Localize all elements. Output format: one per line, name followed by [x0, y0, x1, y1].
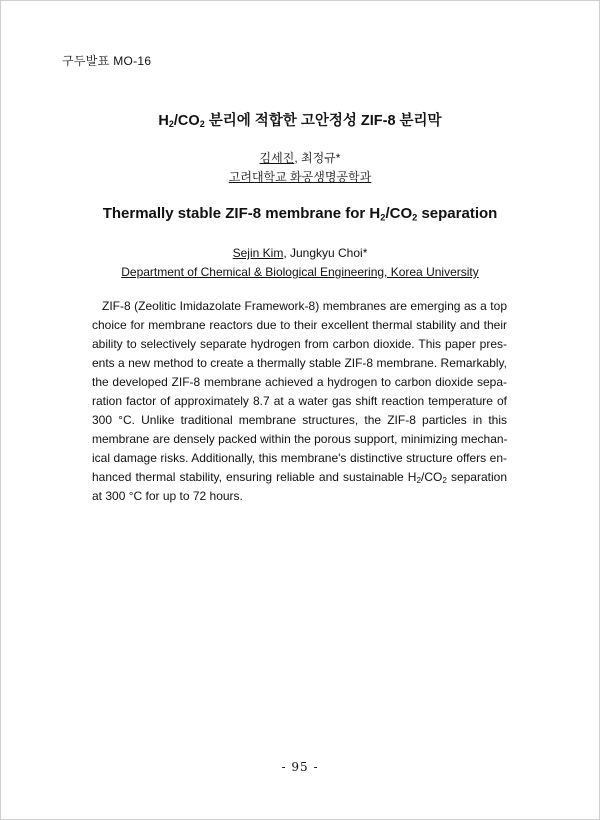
abstract-line: [92, 468, 507, 487]
abstract-line: ration factor of approximately 8.7 at a water gas shift reaction temperature of: [92, 394, 507, 408]
english-author-rest: , Jungkyu Choi*: [283, 246, 368, 260]
english-title-subscript: 2: [380, 212, 386, 223]
english-title-subscript: 2: [412, 212, 418, 223]
korean-authors: [0, 149, 600, 166]
session-tag: 구두발표 MO-16: [62, 54, 152, 68]
abstract-line: at 300 °C for up to 72 hours.: [92, 489, 243, 503]
abstract-body: [92, 297, 507, 506]
english-title-part: /CO: [385, 205, 413, 222]
english-author-presenter: Sejin Kim: [232, 246, 284, 260]
abstract-line: choice for membrane reactors due to their excellent thermal stability and their: [92, 318, 507, 332]
abstract-line: ical damage risks. Additionally, this membrane's distinctive structure offers en-: [92, 451, 507, 465]
korean-title-part: 분리에 적합한 고안정성 ZIF-8 분리막: [204, 113, 442, 129]
abstract-subscript: 2: [416, 476, 421, 486]
abstract-line: the developed ZIF-8 membrane achieved a hydrogen to carbon dioxide sepa-: [92, 375, 507, 389]
abstract-line: membrane are densely packed within the porous support, minimizing mechan-: [92, 432, 508, 446]
korean-author-rest: , 최정규*: [294, 151, 341, 165]
korean-title: [0, 109, 600, 130]
korean-title-subscript: 2: [199, 119, 205, 130]
korean-title-subscript: 2: [168, 119, 174, 130]
korean-author-presenter: 김세진: [259, 151, 295, 165]
english-affiliation: [0, 265, 600, 279]
korean-title-part: H: [158, 113, 169, 129]
abstract-line: ability to selectively separate hydrogen from carbon dioxide. This paper pres-: [92, 337, 507, 351]
korean-affiliation: [0, 168, 600, 185]
english-title-part: separation: [417, 205, 498, 222]
abstract-line: 300 °C. Unlike traditional membrane structures, the ZIF-8 particles in this: [92, 413, 507, 427]
english-authors: [0, 246, 600, 260]
abstract-subscript: 2: [442, 476, 447, 486]
abstract-line: ZIF-8 (Zeolitic Imidazolate Framework-8) membranes are emerging as a top: [102, 299, 507, 313]
english-title-part: Thermally stable ZIF-8 membrane for H: [102, 205, 381, 222]
english-affiliation-text: Department of Chemical & Biological Engineering, Korea University: [121, 265, 479, 279]
page-number: - 95 -: [281, 760, 319, 774]
korean-affiliation-text: 고려대학교 화공생명공학과: [228, 170, 372, 184]
abstract-line: ents a new method to create a thermally stable ZIF-8 membrane. Remarkably,: [92, 356, 507, 370]
abstract-line-part: hanced thermal stability, ensuring reliable and sustainable H: [92, 470, 417, 484]
korean-title-part: /CO: [173, 113, 200, 129]
abstract-line-part: separation: [446, 470, 507, 484]
english-title: [0, 205, 600, 222]
abstract-line-part: /CO: [421, 470, 443, 484]
